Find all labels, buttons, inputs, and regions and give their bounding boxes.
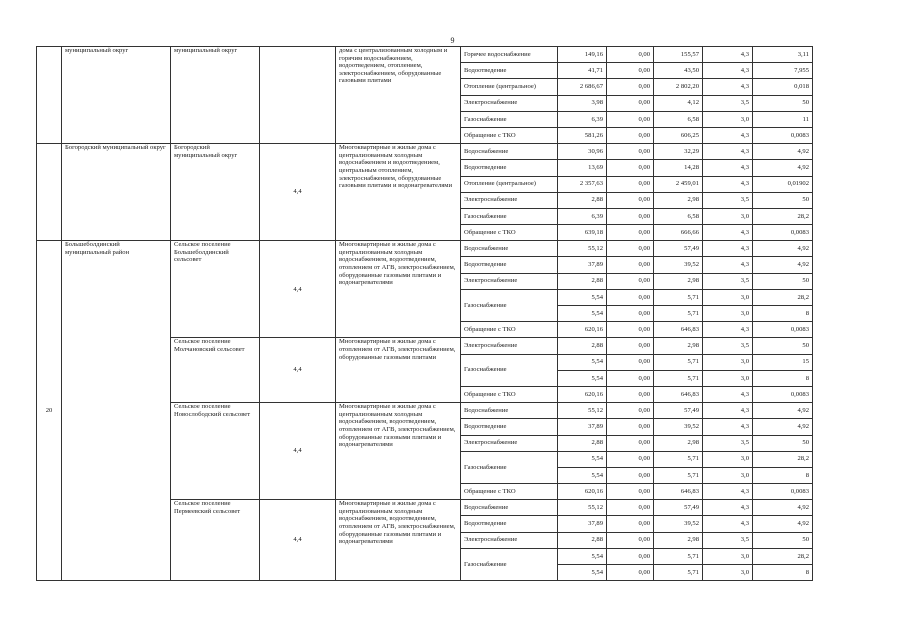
value-cell: 0,00 — [607, 548, 654, 564]
value-cell: 4,3 — [703, 386, 753, 402]
index-cell: 4,4 — [260, 500, 336, 581]
value-cell: 4,3 — [703, 176, 753, 192]
value-cell: 50 — [753, 338, 813, 354]
value-cell: 581,26 — [558, 127, 607, 143]
value-cell: 4,3 — [703, 484, 753, 500]
value-cell: 39,52 — [654, 257, 703, 273]
index-cell: 4,4 — [260, 144, 336, 241]
row-number — [37, 144, 62, 241]
value-cell: 4,92 — [753, 500, 813, 516]
value-cell: 2,98 — [654, 192, 703, 208]
service-name: Отопление (центральное) — [461, 176, 558, 192]
value-cell: 57,49 — [654, 241, 703, 257]
service-name: Электроснабжение — [461, 435, 558, 451]
value-cell: 0,00 — [607, 63, 654, 79]
value-cell: 5,54 — [558, 451, 607, 467]
row-number — [37, 47, 62, 144]
page-number: 9 — [450, 36, 455, 45]
value-cell: 6,58 — [654, 111, 703, 127]
settlement-cell: Богородский муниципальный округ — [171, 144, 260, 241]
value-cell: 0,00 — [607, 565, 654, 581]
value-cell: 2,88 — [558, 273, 607, 289]
value-cell: 5,54 — [558, 289, 607, 305]
settlement-cell: Сельское поселение Молчановский сельсовет — [171, 338, 260, 403]
value-cell: 4,92 — [753, 241, 813, 257]
value-cell: 6,39 — [558, 111, 607, 127]
value-cell: 0,00 — [607, 47, 654, 63]
value-cell: 5,71 — [654, 370, 703, 386]
service-name: Водоснабжение — [461, 500, 558, 516]
value-cell: 5,71 — [654, 289, 703, 305]
value-cell: 3,5 — [703, 435, 753, 451]
value-cell: 0,00 — [607, 435, 654, 451]
value-cell: 5,71 — [654, 548, 703, 564]
service-name: Газоснабжение — [461, 548, 558, 580]
table-row — [37, 47, 813, 63]
value-cell: 0,00 — [607, 241, 654, 257]
value-cell: 3,0 — [703, 565, 753, 581]
value-cell: 5,71 — [654, 354, 703, 370]
value-cell: 8 — [753, 565, 813, 581]
value-cell: 2,98 — [654, 273, 703, 289]
service-name: Обращение с ТКО — [461, 225, 558, 241]
value-cell: 3,11 — [753, 47, 813, 63]
value-cell: 41,71 — [558, 63, 607, 79]
value-cell: 15 — [753, 354, 813, 370]
value-cell: 0,00 — [607, 386, 654, 402]
value-cell: 3,5 — [703, 192, 753, 208]
value-cell: 0,018 — [753, 79, 813, 95]
value-cell: 4,3 — [703, 63, 753, 79]
value-cell: 0,01902 — [753, 176, 813, 192]
value-cell: 4,3 — [703, 79, 753, 95]
settlement-cell: Сельское поселение Пермеевский сельсовет — [171, 500, 260, 581]
service-name: Горячее водоснабжение — [461, 47, 558, 63]
value-cell: 7,955 — [753, 63, 813, 79]
value-cell: 5,54 — [558, 306, 607, 322]
value-cell: 3,0 — [703, 111, 753, 127]
service-name: Газоснабжение — [461, 451, 558, 483]
district-cell: Большеболдинский муниципальный район — [62, 241, 171, 581]
value-cell: 0,0083 — [753, 127, 813, 143]
service-name: Обращение с ТКО — [461, 127, 558, 143]
value-cell: 28,2 — [753, 451, 813, 467]
index-cell: 4,4 — [260, 338, 336, 403]
value-cell: 5,54 — [558, 370, 607, 386]
value-cell: 30,96 — [558, 144, 607, 160]
value-cell: 3,0 — [703, 354, 753, 370]
value-cell: 3,0 — [703, 548, 753, 564]
value-cell: 4,3 — [703, 241, 753, 257]
value-cell: 0,0083 — [753, 386, 813, 402]
value-cell: 4,3 — [703, 144, 753, 160]
value-cell: 3,98 — [558, 95, 607, 111]
value-cell: 43,50 — [654, 63, 703, 79]
value-cell: 11 — [753, 111, 813, 127]
value-cell: 8 — [753, 370, 813, 386]
value-cell: 0,00 — [607, 176, 654, 192]
value-cell: 37,89 — [558, 257, 607, 273]
service-name: Обращение с ТКО — [461, 322, 558, 338]
category-cell: Многоквартирные и жилые дома с централизованным холодным водоснабжением, водоотведением, отоплением от АГВ, электроснабжением, оборудованные газовыми плитами и водонагревателями — [336, 241, 461, 338]
value-cell: 4,3 — [703, 257, 753, 273]
value-cell: 0,00 — [607, 79, 654, 95]
value-cell: 3,5 — [703, 95, 753, 111]
value-cell: 3,0 — [703, 306, 753, 322]
service-name: Водоотведение — [461, 419, 558, 435]
value-cell: 2 459,01 — [654, 176, 703, 192]
value-cell: 4,92 — [753, 516, 813, 532]
category-cell: Многоквартирные и жилые дома с отоплением от АГВ, электроснабжением, оборудованные газовыми плитами — [336, 338, 461, 403]
value-cell: 32,29 — [654, 144, 703, 160]
service-name: Водоснабжение — [461, 403, 558, 419]
value-cell: 2,98 — [654, 435, 703, 451]
value-cell: 14,28 — [654, 160, 703, 176]
value-cell: 5,54 — [558, 548, 607, 564]
service-name: Газоснабжение — [461, 289, 558, 321]
value-cell: 4,3 — [703, 225, 753, 241]
value-cell: 3,0 — [703, 370, 753, 386]
value-cell: 50 — [753, 435, 813, 451]
value-cell: 6,39 — [558, 208, 607, 224]
value-cell: 646,83 — [654, 386, 703, 402]
service-name: Электроснабжение — [461, 338, 558, 354]
value-cell: 28,2 — [753, 289, 813, 305]
service-name: Газоснабжение — [461, 354, 558, 386]
value-cell: 4,92 — [753, 403, 813, 419]
value-cell: 2,98 — [654, 338, 703, 354]
district-cell: муниципальный округ — [62, 47, 171, 144]
value-cell: 4,3 — [703, 403, 753, 419]
value-cell: 4,3 — [703, 160, 753, 176]
value-cell: 39,52 — [654, 419, 703, 435]
value-cell: 39,52 — [654, 516, 703, 532]
value-cell: 50 — [753, 532, 813, 548]
value-cell: 0,00 — [607, 289, 654, 305]
value-cell: 4,3 — [703, 500, 753, 516]
value-cell: 8 — [753, 467, 813, 483]
value-cell: 0,00 — [607, 208, 654, 224]
value-cell: 0,00 — [607, 419, 654, 435]
value-cell: 0,00 — [607, 451, 654, 467]
value-cell: 55,12 — [558, 403, 607, 419]
value-cell: 8 — [753, 306, 813, 322]
value-cell: 646,83 — [654, 484, 703, 500]
service-name: Обращение с ТКО — [461, 484, 558, 500]
value-cell: 5,71 — [654, 306, 703, 322]
value-cell: 0,00 — [607, 370, 654, 386]
value-cell: 5,54 — [558, 565, 607, 581]
category-cell: дома с централизованным холодным и горячим водоснабжением, водоотведением, отоплением, электроснабжением, оборудованные газовыми плитами — [336, 47, 461, 144]
value-cell: 0,00 — [607, 192, 654, 208]
value-cell: 4,92 — [753, 144, 813, 160]
service-name: Водоотведение — [461, 516, 558, 532]
value-cell: 50 — [753, 95, 813, 111]
value-cell: 2 686,67 — [558, 79, 607, 95]
value-cell: 6,58 — [654, 208, 703, 224]
value-cell: 5,71 — [654, 565, 703, 581]
table-row — [37, 241, 813, 257]
value-cell: 3,5 — [703, 273, 753, 289]
value-cell: 0,00 — [607, 322, 654, 338]
value-cell: 0,0083 — [753, 484, 813, 500]
value-cell: 2,88 — [558, 192, 607, 208]
category-cell: Многоквартирные и жилые дома с централизованным холодным водоснабжением, водоотведением, отоплением от АГВ, электроснабжением, оборудованные газовыми плитами и водонагревателями — [336, 403, 461, 500]
value-cell: 50 — [753, 273, 813, 289]
value-cell: 0,00 — [607, 354, 654, 370]
value-cell: 0,0083 — [753, 225, 813, 241]
value-cell: 50 — [753, 192, 813, 208]
value-cell: 4,3 — [703, 419, 753, 435]
value-cell: 0,00 — [607, 500, 654, 516]
index-cell: 4,4 — [260, 403, 336, 500]
category-cell: Многоквартирные и жилые дома с централизованным холодным водоснабжением, водоотведением, отоплением от АГВ, электроснабжением, оборудованные газовыми плитами и водонагревателями — [336, 500, 461, 581]
value-cell: 4,92 — [753, 257, 813, 273]
row-number: 20 — [37, 241, 62, 581]
value-cell: 620,16 — [558, 322, 607, 338]
value-cell: 5,71 — [654, 451, 703, 467]
value-cell: 55,12 — [558, 241, 607, 257]
service-name: Водоотведение — [461, 160, 558, 176]
index-cell: 4,4 — [260, 241, 336, 338]
value-cell: 2,88 — [558, 338, 607, 354]
value-cell: 28,2 — [753, 208, 813, 224]
value-cell: 3,0 — [703, 467, 753, 483]
value-cell: 149,16 — [558, 47, 607, 63]
value-cell: 4,92 — [753, 419, 813, 435]
value-cell: 155,57 — [654, 47, 703, 63]
value-cell: 3,0 — [703, 289, 753, 305]
value-cell: 3,0 — [703, 451, 753, 467]
value-cell: 0,00 — [607, 403, 654, 419]
service-name: Газоснабжение — [461, 208, 558, 224]
service-name: Водоотведение — [461, 63, 558, 79]
value-cell: 2 357,63 — [558, 176, 607, 192]
service-name: Электроснабжение — [461, 192, 558, 208]
service-name: Обращение с ТКО — [461, 386, 558, 402]
value-cell: 666,66 — [654, 225, 703, 241]
value-cell: 0,00 — [607, 338, 654, 354]
service-name: Водоснабжение — [461, 241, 558, 257]
tariff-table — [36, 46, 813, 581]
settlement-cell: Сельское поселение Большеболдинский сельсовет — [171, 241, 260, 338]
value-cell: 0,00 — [607, 225, 654, 241]
service-name: Отопление (центральное) — [461, 79, 558, 95]
service-name: Электроснабжение — [461, 273, 558, 289]
value-cell: 0,00 — [607, 127, 654, 143]
value-cell: 0,00 — [607, 306, 654, 322]
value-cell: 57,49 — [654, 403, 703, 419]
value-cell: 0,00 — [607, 111, 654, 127]
value-cell: 0,00 — [607, 516, 654, 532]
value-cell: 0,00 — [607, 484, 654, 500]
value-cell: 4,12 — [654, 95, 703, 111]
settlement-cell: муниципальный округ — [171, 47, 260, 144]
value-cell: 3,0 — [703, 208, 753, 224]
value-cell: 5,71 — [654, 467, 703, 483]
value-cell: 0,00 — [607, 532, 654, 548]
value-cell: 2,88 — [558, 435, 607, 451]
category-cell: Многоквартирные и жилые дома с централизованным холодным водоснабжением и водоотведением, центральным отоплением, электроснабжением, оборудованные газовыми плитами и водонагревателями — [336, 144, 461, 241]
value-cell: 5,54 — [558, 354, 607, 370]
value-cell: 2,88 — [558, 532, 607, 548]
value-cell: 37,89 — [558, 419, 607, 435]
value-cell: 0,00 — [607, 160, 654, 176]
value-cell: 4,3 — [703, 322, 753, 338]
value-cell: 3,5 — [703, 338, 753, 354]
value-cell: 0,0083 — [753, 322, 813, 338]
value-cell: 37,89 — [558, 516, 607, 532]
value-cell: 0,00 — [607, 273, 654, 289]
district-cell: Богородский муниципальный округ — [62, 144, 171, 241]
value-cell: 2 802,20 — [654, 79, 703, 95]
table-body — [37, 47, 813, 581]
value-cell: 3,5 — [703, 532, 753, 548]
value-cell: 646,83 — [654, 322, 703, 338]
value-cell: 620,16 — [558, 484, 607, 500]
value-cell: 606,25 — [654, 127, 703, 143]
value-cell: 0,00 — [607, 467, 654, 483]
value-cell: 5,54 — [558, 467, 607, 483]
value-cell: 57,49 — [654, 500, 703, 516]
table-row — [37, 144, 813, 160]
service-name: Газоснабжение — [461, 111, 558, 127]
value-cell: 4,92 — [753, 160, 813, 176]
value-cell: 4,3 — [703, 127, 753, 143]
service-name: Электроснабжение — [461, 95, 558, 111]
value-cell: 639,18 — [558, 225, 607, 241]
value-cell: 4,3 — [703, 516, 753, 532]
value-cell: 28,2 — [753, 548, 813, 564]
service-name: Водоснабжение — [461, 144, 558, 160]
value-cell: 13,69 — [558, 160, 607, 176]
value-cell: 0,00 — [607, 257, 654, 273]
value-cell: 620,16 — [558, 386, 607, 402]
settlement-cell: Сельское поселение Новослободский сельсовет — [171, 403, 260, 500]
value-cell: 0,00 — [607, 95, 654, 111]
service-name: Водоотведение — [461, 257, 558, 273]
value-cell: 55,12 — [558, 500, 607, 516]
value-cell: 4,3 — [703, 47, 753, 63]
service-name: Электроснабжение — [461, 532, 558, 548]
value-cell: 0,00 — [607, 144, 654, 160]
value-cell: 2,98 — [654, 532, 703, 548]
index-cell — [260, 47, 336, 144]
